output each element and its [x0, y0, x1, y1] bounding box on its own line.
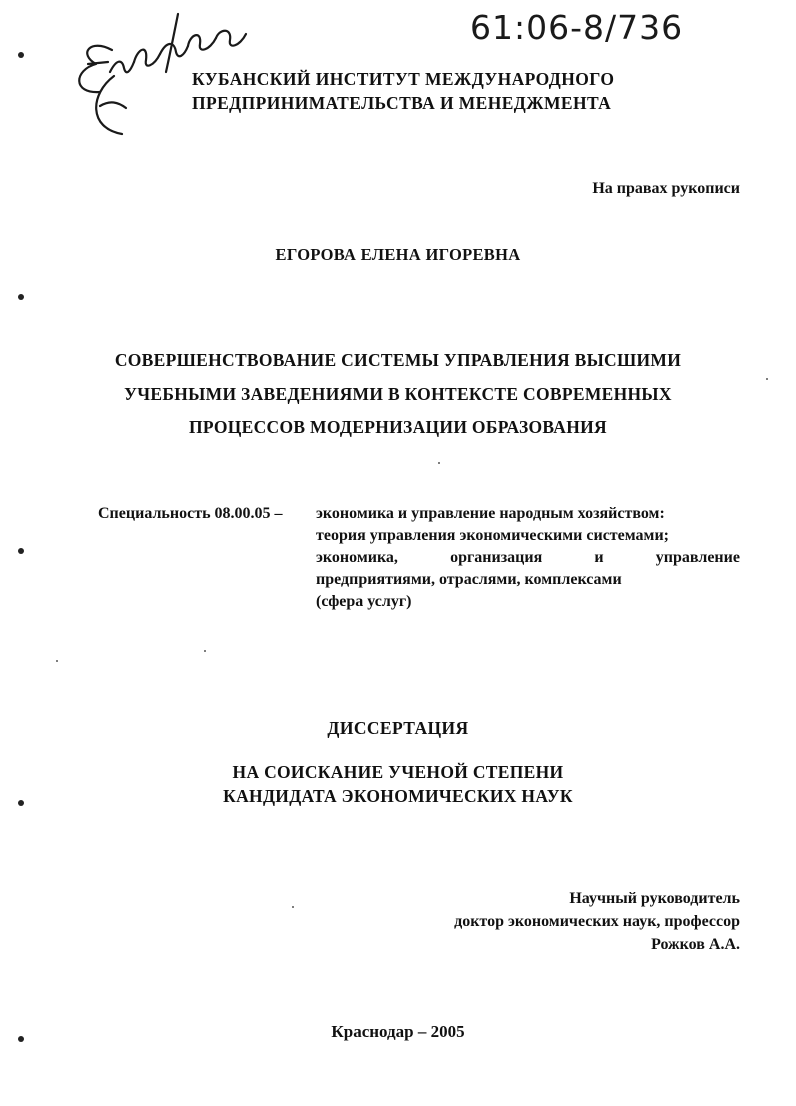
- specialty-word: и: [594, 549, 604, 566]
- archive-number: 61:06-8/736: [470, 8, 684, 47]
- title-line2: УЧЕБНЫМИ ЗАВЕДЕНИЯМИ В КОНТЕКСТЕ СОВРЕМЕННЫХ: [124, 384, 672, 404]
- scan-speck: [438, 462, 440, 464]
- place-and-year: Краснодар – 2005: [331, 1022, 465, 1041]
- specialty-line2: теория управления экономическими системами;: [316, 527, 669, 544]
- scan-dot: [18, 800, 24, 806]
- scan-speck: [204, 650, 206, 652]
- degree-line1: НА СОИСКАНИЕ УЧЕНОЙ СТЕПЕНИ: [232, 762, 564, 782]
- specialty-word: управление: [655, 549, 740, 566]
- supervisor-role: Научный руководитель: [569, 890, 740, 907]
- scan-dot: [18, 1036, 24, 1042]
- title-line3: ПРОЦЕССОВ МОДЕРНИЗАЦИИ ОБРАЗОВАНИЯ: [189, 417, 607, 437]
- scan-dot: [18, 52, 24, 58]
- scan-speck: [56, 660, 58, 662]
- degree-line2: КАНДИДАТА ЭКОНОМИЧЕСКИХ НАУК: [223, 786, 573, 806]
- scan-dot: [18, 294, 24, 300]
- document-type: ДИССЕРТАЦИЯ: [327, 718, 469, 738]
- scan-dot: [18, 548, 24, 554]
- specialty-word: экономика,: [316, 549, 398, 566]
- specialty-line4: предприятиями, отраслями, комплексами: [316, 571, 622, 588]
- rights-note: На правах рукописи: [592, 180, 740, 197]
- title-line1: СОВЕРШЕНСТВОВАНИЕ СИСТЕМЫ УПРАВЛЕНИЯ ВЫСШИМИ: [114, 350, 682, 370]
- specialty-line5: (сфера услуг): [316, 593, 412, 610]
- author-name: ЕГОРОВА ЕЛЕНА ИГОРЕВНА: [275, 245, 521, 264]
- specialty-word: организация: [450, 549, 543, 566]
- scan-speck: [292, 906, 294, 908]
- supervisor-name: Рожков А.А.: [651, 936, 740, 953]
- institute-name-line1: КУБАНСКИЙ ИНСТИТУТ МЕЖДУНАРОДНОГО: [192, 69, 615, 89]
- supervisor-credentials: доктор экономических наук, профессор: [454, 913, 740, 930]
- specialty-label: Специальность 08.00.05 –: [98, 505, 283, 522]
- institute-name-line2: ПРЕДПРИНИМАТЕЛЬСТВА И МЕНЕДЖМЕНТА: [192, 93, 612, 113]
- specialty-line3: [316, 549, 740, 567]
- scan-speck: [766, 378, 768, 380]
- specialty-line1: экономика и управление народным хозяйством:: [316, 505, 665, 522]
